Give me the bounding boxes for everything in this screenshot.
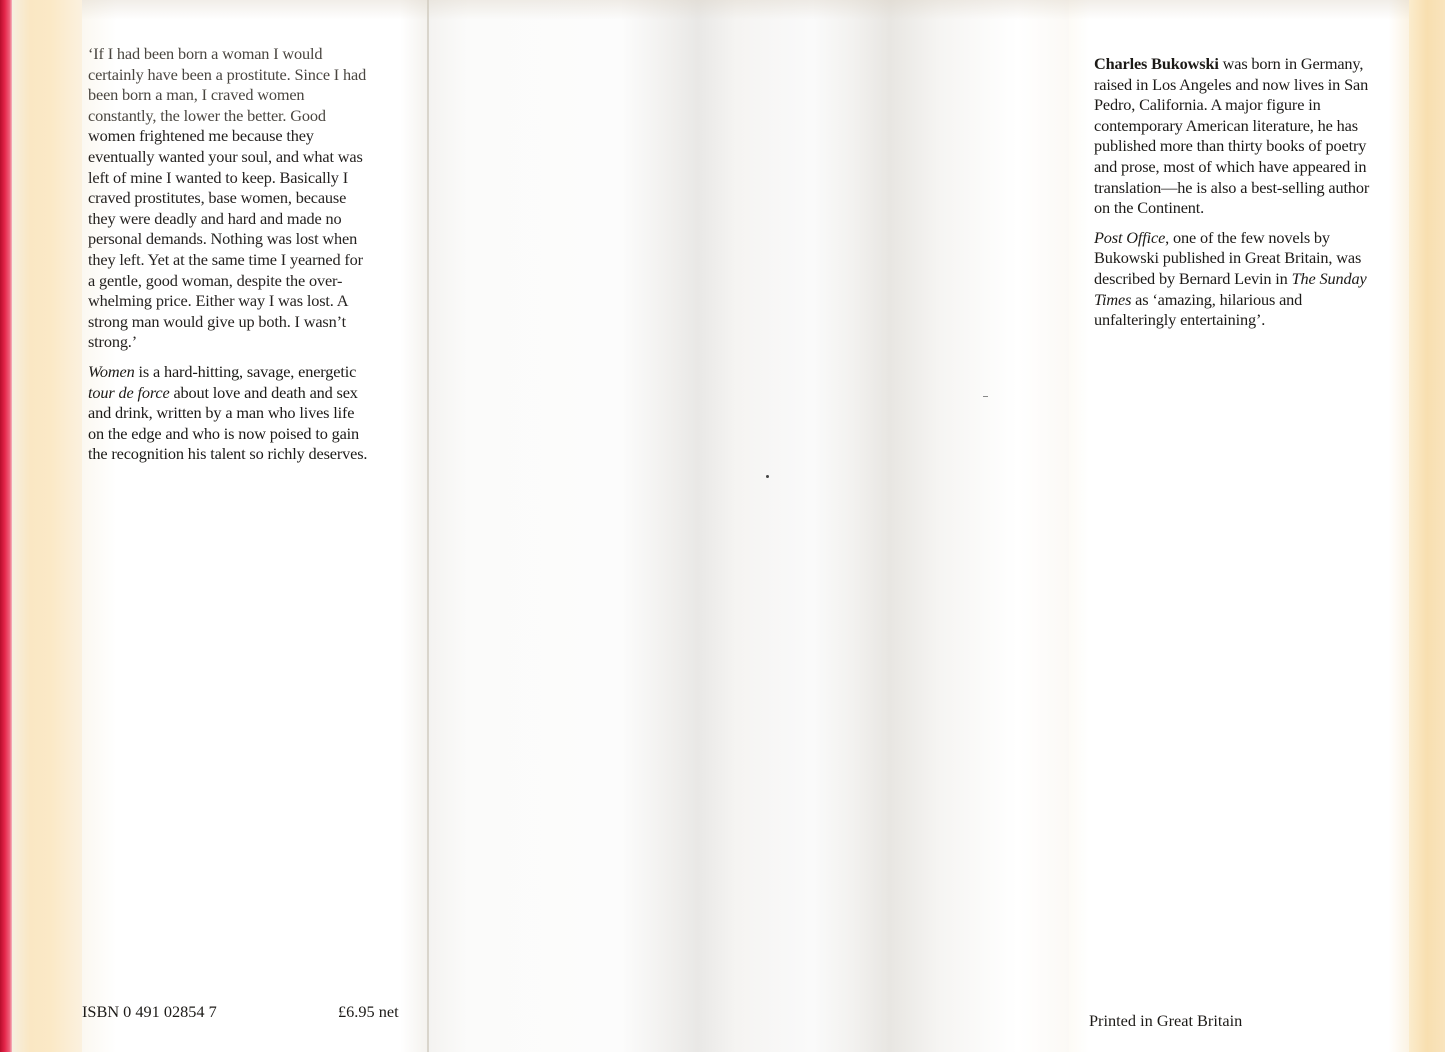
- summary-italic: tour de force: [88, 382, 170, 402]
- review-paragraph: [1094, 228, 1416, 331]
- left-flap-margin: [12, 0, 82, 1052]
- printed-in-label: Printed in Great Britain: [1089, 1011, 1243, 1030]
- quote-line: craved prostitutes, base women, because: [88, 188, 347, 208]
- summary-text: about love and death and sex: [169, 382, 358, 402]
- summary-paragraph: [88, 362, 420, 465]
- book-title: Women: [88, 361, 135, 381]
- author-bio-paragraph: [1094, 54, 1416, 219]
- jacket-inner-spine: [429, 0, 1069, 1052]
- review-text: , one of the few novels by: [1165, 227, 1330, 247]
- quote-line: they were deadly and hard and made no: [88, 208, 342, 228]
- bio-text: was born in Germany,: [1218, 54, 1364, 73]
- bio-line: published more than thirty books of poetry: [1094, 136, 1367, 156]
- summary-text: on the edge and who is now poised to gain: [88, 423, 360, 443]
- quote-line: a gentle, good woman, despite the over-: [88, 270, 343, 290]
- front-flap-blurb: [88, 44, 420, 465]
- red-cover-edge: [0, 0, 12, 1052]
- quote-line: they left. Yet at the same time I yearned for: [88, 249, 363, 269]
- speck: [766, 475, 769, 478]
- top-shadow: [82, 0, 1409, 20]
- bio-line: on the Continent.: [1094, 198, 1205, 218]
- speck: [983, 396, 988, 397]
- review-text: described by Bernard Levin in: [1094, 268, 1292, 288]
- summary-text: the recognition his talent so richly deserves.: [88, 444, 368, 464]
- review-text: Bukowski published in Great Britain, was: [1094, 248, 1362, 268]
- quote-line: certainly have been a prostitute. Since I had: [88, 64, 367, 84]
- newspaper-title: The Sunday: [1291, 268, 1367, 288]
- newspaper-title: Times: [1094, 289, 1132, 309]
- quote-line: personal demands. Nothing was lost when: [88, 229, 358, 249]
- bio-line: raised in Los Angeles and now lives in San: [1094, 74, 1369, 94]
- quote-line: women frightened me because they: [88, 126, 314, 146]
- summary-text: and drink, written by a man who lives life: [88, 403, 355, 423]
- bio-line: and prose, most of which have appeared in: [1094, 156, 1367, 176]
- review-text: unfalteringly entertaining’.: [1094, 310, 1266, 330]
- author-name: Charles Bukowski: [1094, 54, 1219, 73]
- quote-line: strong man would give up both. I wasn’t: [88, 311, 346, 331]
- quote-line: strong.’: [88, 332, 137, 352]
- quote-line: left of mine I wanted to keep. Basically I: [88, 167, 348, 187]
- price-label: £6.95 net: [338, 1002, 399, 1021]
- back-flap-bio: [1094, 54, 1416, 331]
- bio-line: translation—he is also a best-selling author: [1094, 177, 1370, 197]
- review-text: as ‘amazing, hilarious and: [1131, 289, 1303, 309]
- bio-line: contemporary American literature, he has: [1094, 115, 1358, 135]
- summary-text: is a hard-hitting, savage, energetic: [134, 361, 357, 381]
- quote-paragraph: [88, 44, 420, 353]
- quote-line: constantly, the lower the better. Good: [88, 105, 326, 125]
- bio-line: Pedro, California. A major figure in: [1094, 95, 1321, 115]
- quote-line: eventually wanted your soul, and what was: [88, 146, 363, 166]
- isbn-number: ISBN 0 491 02854 7: [82, 1002, 217, 1021]
- review-book-title: Post Office: [1094, 227, 1166, 247]
- quote-line: been born a man, I craved women: [88, 85, 305, 105]
- quote-line: whelming price. Either way I was lost. A: [88, 291, 349, 311]
- quote-line: ‘If I had been born a woman I would: [88, 44, 323, 63]
